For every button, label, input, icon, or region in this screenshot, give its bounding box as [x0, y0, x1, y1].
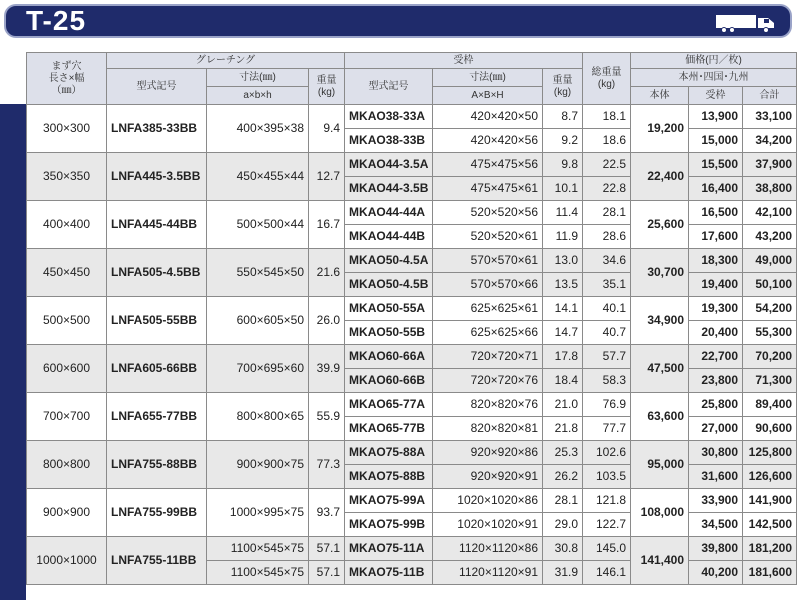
grating-weight: 57.1: [309, 561, 345, 585]
frame-dim: 1020×1020×86: [433, 489, 543, 513]
price-body: 30,700: [631, 249, 689, 297]
price-total: 42,100: [743, 201, 797, 225]
frame-weight: 25.3: [543, 441, 583, 465]
grating-dim: 1100×545×75: [207, 561, 309, 585]
price-frame: 18,300: [689, 249, 743, 273]
grating-dim: 1000×995×75: [207, 489, 309, 537]
frame-model: MKAO75-99A: [345, 489, 433, 513]
frame-model: MKAO50-4.5B: [345, 273, 433, 297]
frame-dim: 475×475×56: [433, 153, 543, 177]
col-hole: まず穴 長さ×幅 （㎜）: [27, 53, 107, 105]
frame-dim: 1020×1020×91: [433, 513, 543, 537]
price-total: 54,200: [743, 297, 797, 321]
price-total: 33,100: [743, 105, 797, 129]
hole-size: 450×450: [27, 249, 107, 297]
grating-model: LNFA445-3.5BB: [107, 153, 207, 201]
frame-dim: 625×625×61: [433, 297, 543, 321]
frame-model: MKAO60-66A: [345, 345, 433, 369]
price-frame: 40,200: [689, 561, 743, 585]
price-frame: 19,300: [689, 297, 743, 321]
frame-weight: 9.2: [543, 129, 583, 153]
grating-model: LNFA385-33BB: [107, 105, 207, 153]
price-frame: 23,800: [689, 369, 743, 393]
price-frame: 39,800: [689, 537, 743, 561]
spec-price-table: [26, 52, 797, 585]
col-price-frame: 受枠: [689, 87, 743, 105]
price-total: 43,200: [743, 225, 797, 249]
price-total: 142,500: [743, 513, 797, 537]
total-weight: 121.8: [583, 489, 631, 513]
price-total: 38,800: [743, 177, 797, 201]
price-total: 90,600: [743, 417, 797, 441]
frame-weight: 14.7: [543, 321, 583, 345]
price-body: 34,900: [631, 297, 689, 345]
hole-size: 300×300: [27, 105, 107, 153]
price-body: 141,400: [631, 537, 689, 585]
frame-weight: 11.4: [543, 201, 583, 225]
grating-weight: 39.9: [309, 345, 345, 393]
table-row: [27, 153, 797, 177]
grating-dim: 700×695×60: [207, 345, 309, 393]
frame-weight: 18.4: [543, 369, 583, 393]
total-weight: 40.7: [583, 321, 631, 345]
price-total: 37,900: [743, 153, 797, 177]
grating-dim: 600×605×50: [207, 297, 309, 345]
grating-model: LNFA445-44BB: [107, 201, 207, 249]
grating-weight: 77.3: [309, 441, 345, 489]
frame-weight: 11.9: [543, 225, 583, 249]
frame-model: MKAO75-11B: [345, 561, 433, 585]
grating-dim: 500×500×44: [207, 201, 309, 249]
total-weight: 40.1: [583, 297, 631, 321]
hole-size: 1000×1000: [27, 537, 107, 585]
price-frame: 16,500: [689, 201, 743, 225]
frame-dim: 520×520×61: [433, 225, 543, 249]
price-frame: 33,900: [689, 489, 743, 513]
grating-weight: 21.6: [309, 249, 345, 297]
col-frame-dim-sub: A×B×H: [433, 87, 543, 105]
col-grating: グレーチング: [107, 53, 345, 69]
frame-model: MKAO44-3.5B: [345, 177, 433, 201]
price-total: 71,300: [743, 369, 797, 393]
price-frame: 15,000: [689, 129, 743, 153]
price-total: 181,600: [743, 561, 797, 585]
hole-size: 600×600: [27, 345, 107, 393]
grating-weight: 57.1: [309, 537, 345, 561]
col-grating-weight: 重量 (kg): [309, 69, 345, 105]
price-body: 19,200: [631, 105, 689, 153]
frame-model: MKAO65-77B: [345, 417, 433, 441]
table-row: [27, 441, 797, 465]
frame-model: MKAO38-33A: [345, 105, 433, 129]
total-weight: 22.8: [583, 177, 631, 201]
price-frame: 25,800: [689, 393, 743, 417]
frame-model: MKAO75-11A: [345, 537, 433, 561]
hole-size: 400×400: [27, 201, 107, 249]
price-total: 50,100: [743, 273, 797, 297]
grating-model: LNFA505-55BB: [107, 297, 207, 345]
grating-weight: 55.9: [309, 393, 345, 441]
grating-model: LNFA755-99BB: [107, 489, 207, 537]
frame-dim: 420×420×50: [433, 105, 543, 129]
frame-dim: 420×420×56: [433, 129, 543, 153]
frame-weight: 8.7: [543, 105, 583, 129]
col-grating-dim-sub: a×b×h: [207, 87, 309, 105]
table-row: [27, 249, 797, 273]
price-total: 70,200: [743, 345, 797, 369]
frame-weight: 10.1: [543, 177, 583, 201]
total-weight: 146.1: [583, 561, 631, 585]
grating-model: LNFA755-88BB: [107, 441, 207, 489]
frame-dim: 625×625×66: [433, 321, 543, 345]
frame-dim: 475×475×61: [433, 177, 543, 201]
frame-model: MKAO50-55A: [345, 297, 433, 321]
frame-model: MKAO50-55B: [345, 321, 433, 345]
col-price: 価格(円／枚): [631, 53, 797, 69]
frame-weight: 17.8: [543, 345, 583, 369]
hole-size: 800×800: [27, 441, 107, 489]
table-body: [27, 105, 797, 585]
price-frame: 13,900: [689, 105, 743, 129]
frame-dim: 820×820×81: [433, 417, 543, 441]
col-frame-weight: 重量 (kg): [543, 69, 583, 105]
table-row: [27, 345, 797, 369]
grating-dim: 450×455×44: [207, 153, 309, 201]
frame-dim: 570×570×66: [433, 273, 543, 297]
grating-dim: 900×900×75: [207, 441, 309, 489]
frame-dim: 1120×1120×91: [433, 561, 543, 585]
col-grating-dim: 寸法(㎜): [207, 69, 309, 87]
col-total-weight: 総重量 (kg): [583, 53, 631, 105]
table-row: [27, 201, 797, 225]
grating-weight: 16.7: [309, 201, 345, 249]
frame-model: MKAO60-66B: [345, 369, 433, 393]
total-weight: 18.1: [583, 105, 631, 129]
grating-model: LNFA655-77BB: [107, 393, 207, 441]
frame-dim: 920×920×91: [433, 465, 543, 489]
col-frame-model: 型式記号: [345, 69, 433, 105]
total-weight: 22.5: [583, 153, 631, 177]
frame-model: MKAO38-33B: [345, 129, 433, 153]
frame-weight: 31.9: [543, 561, 583, 585]
frame-weight: 21.8: [543, 417, 583, 441]
frame-weight: 29.0: [543, 513, 583, 537]
grating-model: LNFA605-66BB: [107, 345, 207, 393]
truck-icon: [716, 13, 776, 33]
price-frame: 16,400: [689, 177, 743, 201]
frame-dim: 720×720×71: [433, 345, 543, 369]
frame-weight: 13.0: [543, 249, 583, 273]
frame-weight: 13.5: [543, 273, 583, 297]
frame-dim: 820×820×76: [433, 393, 543, 417]
grating-dim: 1100×545×75: [207, 537, 309, 561]
grating-weight: 93.7: [309, 489, 345, 537]
hole-size: 350×350: [27, 153, 107, 201]
total-weight: 58.3: [583, 369, 631, 393]
grating-model: LNFA505-4.5BB: [107, 249, 207, 297]
price-total: 89,400: [743, 393, 797, 417]
col-frame-dim: 寸法(㎜): [433, 69, 543, 87]
frame-weight: 28.1: [543, 489, 583, 513]
price-total: 55,300: [743, 321, 797, 345]
price-frame: 20,400: [689, 321, 743, 345]
total-weight: 18.6: [583, 129, 631, 153]
hole-size: 700×700: [27, 393, 107, 441]
frame-dim: 520×520×56: [433, 201, 543, 225]
table-row: [27, 297, 797, 321]
price-frame: 19,400: [689, 273, 743, 297]
price-frame: 15,500: [689, 153, 743, 177]
price-total: 34,200: [743, 129, 797, 153]
price-frame: 31,600: [689, 465, 743, 489]
frame-weight: 14.1: [543, 297, 583, 321]
frame-model: MKAO44-44A: [345, 201, 433, 225]
col-frame: 受枠: [345, 53, 583, 69]
frame-weight: 21.0: [543, 393, 583, 417]
price-body: 63,600: [631, 393, 689, 441]
price-frame: 17,600: [689, 225, 743, 249]
total-weight: 28.1: [583, 201, 631, 225]
frame-weight: 26.2: [543, 465, 583, 489]
col-region: 本州･四国･九州: [631, 69, 797, 87]
col-price-body: 本体: [631, 87, 689, 105]
title-bar: [4, 4, 792, 38]
total-weight: 35.1: [583, 273, 631, 297]
grating-model: LNFA755-11BB: [107, 537, 207, 585]
total-weight: 103.5: [583, 465, 631, 489]
price-total: 126,600: [743, 465, 797, 489]
price-body: 22,400: [631, 153, 689, 201]
frame-model: MKAO44-3.5A: [345, 153, 433, 177]
price-total: 181,200: [743, 537, 797, 561]
price-body: 95,000: [631, 441, 689, 489]
total-weight: 122.7: [583, 513, 631, 537]
grating-dim: 800×800×65: [207, 393, 309, 441]
col-price-total: 合計: [743, 87, 797, 105]
frame-model: MKAO75-99B: [345, 513, 433, 537]
frame-model: MKAO65-77A: [345, 393, 433, 417]
price-frame: 30,800: [689, 441, 743, 465]
price-frame: 27,000: [689, 417, 743, 441]
total-weight: 145.0: [583, 537, 631, 561]
col-grating-model: 型式記号: [107, 69, 207, 105]
frame-dim: 570×570×61: [433, 249, 543, 273]
grating-weight: 12.7: [309, 153, 345, 201]
price-frame: 22,700: [689, 345, 743, 369]
frame-dim: 1120×1120×86: [433, 537, 543, 561]
hole-size: 900×900: [27, 489, 107, 537]
total-weight: 28.6: [583, 225, 631, 249]
frame-model: MKAO75-88A: [345, 441, 433, 465]
frame-model: MKAO50-4.5A: [345, 249, 433, 273]
table-row: [27, 537, 797, 561]
price-frame: 34,500: [689, 513, 743, 537]
total-weight: 34.6: [583, 249, 631, 273]
grating-dim: 400×395×38: [207, 105, 309, 153]
grating-dim: 550×545×50: [207, 249, 309, 297]
table-row: [27, 393, 797, 417]
price-total: 141,900: [743, 489, 797, 513]
grating-weight: 9.4: [309, 105, 345, 153]
price-body: 25,600: [631, 201, 689, 249]
total-weight: 77.7: [583, 417, 631, 441]
grating-weight: 26.0: [309, 297, 345, 345]
frame-dim: 920×920×86: [433, 441, 543, 465]
frame-weight: 30.8: [543, 537, 583, 561]
total-weight: 76.9: [583, 393, 631, 417]
hole-size: 500×500: [27, 297, 107, 345]
page-title: T-25: [26, 5, 87, 36]
table-row: [27, 489, 797, 513]
price-body: 47,500: [631, 345, 689, 393]
total-weight: 57.7: [583, 345, 631, 369]
total-weight: 102.6: [583, 441, 631, 465]
price-total: 125,800: [743, 441, 797, 465]
price-body: 108,000: [631, 489, 689, 537]
frame-dim: 720×720×76: [433, 369, 543, 393]
frame-model: MKAO75-88B: [345, 465, 433, 489]
frame-model: MKAO44-44B: [345, 225, 433, 249]
left-accent-bar: [0, 104, 26, 600]
frame-weight: 9.8: [543, 153, 583, 177]
table-row: [27, 105, 797, 129]
price-total: 49,000: [743, 249, 797, 273]
